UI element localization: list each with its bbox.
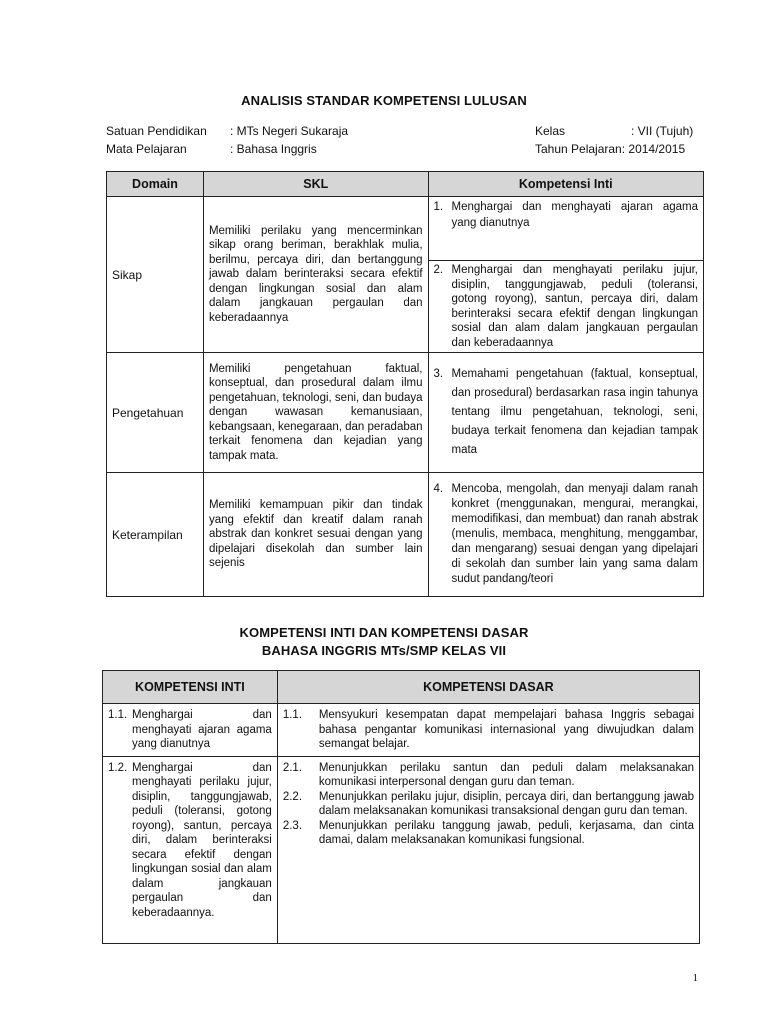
ki-number: 1.2. (108, 761, 128, 774)
ki-item (434, 263, 698, 350)
kd-number: 1.1. (282, 709, 303, 721)
skl-cell: Memiliki pengetahuan faktual, konseptual, dan prosedural dalam ilmu pengetahuan, teknologi, seni, dan budaya dengan wawasan kemanusiaan, kebangsaan, kenegaraan, dan peradaban terkait fenomena dan kejadian yang tampak mata. (203, 353, 428, 473)
ki-number: 1. (433, 201, 444, 213)
kd-number: 2.2. (282, 790, 303, 803)
header-domain: Domain (107, 172, 204, 197)
skl-cell: Memiliki kemampuan pikir dan tindak yang efektif dan kreatif dalam ranah abstrak dan konkret sesuai dengan yang dipelajari disekolah dan sumber lain sejenis (203, 473, 428, 597)
domain-cell: Sikap (107, 197, 204, 353)
satuan-label: Satuan Pendidikan (106, 124, 207, 138)
ki-text: Menghargai dan menghayati ajaran agama yang dianutnya (132, 709, 272, 750)
ki-cell (103, 704, 278, 757)
domain-cell: Pengetahuan (107, 353, 204, 473)
mapel-label: Mata Pelajaran (106, 142, 187, 156)
ki-item (108, 708, 272, 752)
ki-number: 1.1. (108, 709, 128, 721)
mapel-value: : Bahasa Inggris (230, 142, 317, 156)
ki-text: Memahami pengetahuan (faktual, konseptual, dan prosedural) berdasarkan rasa ingin tahunya tentang ilmu pengetahuan, teknologi, seni, budaya terkait fenomena dan kejadian tampak mata (451, 368, 698, 456)
kd-cell (277, 704, 699, 757)
kd-number: 2.3. (282, 819, 303, 832)
kelas-label: Kelas (535, 124, 566, 138)
ki-cell (103, 756, 278, 943)
header-kompetensi-inti: Kompetensi Inti (428, 172, 703, 197)
ki-text: Menghargai dan menghayati perilaku jujur, disiplin, tanggungjawab, peduli (toleransi, gotong royong), santun, percaya diri, dalam berinteraksi secara efektif dengan lingkungan sosial dan alam dalam jangkauan pergaulan dan keberadaannya (451, 264, 698, 349)
domain-cell: Keterampilan (107, 473, 204, 597)
kd-item (283, 708, 694, 752)
kelas-value: : VII (Tujuh) (631, 124, 694, 138)
ki-number: 3. (433, 368, 444, 380)
header-kompetensi-inti: KOMPETENSI INTI (103, 671, 278, 704)
ki-cell (428, 197, 703, 261)
document-title: ANALISIS STANDAR KOMPETENSI LULUSAN (241, 93, 527, 108)
ki-item (434, 199, 698, 231)
ki-text: Menghargai dan menghayati perilaku jujur, disiplin, tanggungjawab, peduli (toleransi, gotong royong), santun, percaya diri, dalam berinteraksi secara efektif dengan lingkungan sosial dan alam dalam jangkauan pergaulan dan keberadaannya. (132, 761, 272, 919)
ki-cell (428, 261, 703, 353)
kd-number: 2.1. (282, 761, 303, 774)
tahun-label: Tahun Pelajaran (535, 142, 622, 156)
kd-text: Menunjukkan perilaku santun dan peduli dalam melaksanakan komunikasi interpersonal dengan guru dan teman. (318, 761, 694, 788)
kd-text: Menunjukkan perilaku tanggung jawab, peduli, kerjasama, dan cinta damai, dalam melaksanakan komunikasi fungsional. (318, 819, 694, 846)
ki-number: 4. (433, 483, 444, 495)
kd-text: Menunjukkan perilaku jujur, disiplin, percaya diri, dan bertanggung jawab dalam melaksanakan komunikasi transaksional dengan guru dan teman. (318, 790, 694, 817)
header-kompetensi-dasar: KOMPETENSI DASAR (277, 671, 699, 704)
ki-cell (428, 473, 703, 597)
ki-item (108, 761, 272, 921)
page-number: 1 (692, 972, 698, 984)
kd-item (283, 761, 694, 790)
meta-left (106, 122, 348, 158)
header-skl: SKL (203, 172, 428, 197)
tahun-value: : 2014/2015 (621, 142, 686, 156)
satuan-value: : MTs Negeri Sukaraja (230, 124, 349, 138)
ki-cell (428, 353, 703, 473)
ki-item (434, 365, 698, 460)
skl-table (106, 171, 704, 597)
section2-title-line2: BAHASA INGGRIS MTs/SMP KELAS VII (261, 643, 507, 658)
ki-number: 2. (433, 264, 444, 276)
ki-kd-table (102, 670, 700, 944)
ki-text: Mencoba, mengolah, dan menyaji dalam ranah konkret (menggunakan, mengurai, merangkai, memodifikasi, dan membuat) dan ranah abstrak (menulis, membaca, menghitung, menggambar, dan mengarang) sesuai dengan yang dipelajari di sekolah dan sumber lain yang sama dalam sudut pandang/teori (451, 483, 698, 585)
ki-text: Menghargai dan menghayati ajaran agama yang dianutnya (451, 201, 698, 229)
meta-right (535, 122, 693, 158)
kd-item (283, 819, 694, 848)
skl-cell: Memiliki perilaku yang mencerminkan sikap orang beriman, berakhlak mulia, berilmu, percaya diri, dan bertanggung jawab dalam berinteraksi secara efektif dengan lingkungan sosial dan alam dalam jangkauan pergaulan dan keberadaannya (203, 197, 428, 353)
kd-cell (277, 756, 699, 943)
kd-text: Mensyukuri kesempatan dapat mempelajari bahasa Inggris sebagai bahasa pengantar komunikasi internasional yang diwujudkan dalam semangat belajar. (318, 709, 694, 750)
kd-item (283, 790, 694, 819)
section2-title-line1: KOMPETENSI INTI DAN KOMPETENSI DASAR (239, 625, 529, 640)
ki-item (434, 482, 698, 587)
